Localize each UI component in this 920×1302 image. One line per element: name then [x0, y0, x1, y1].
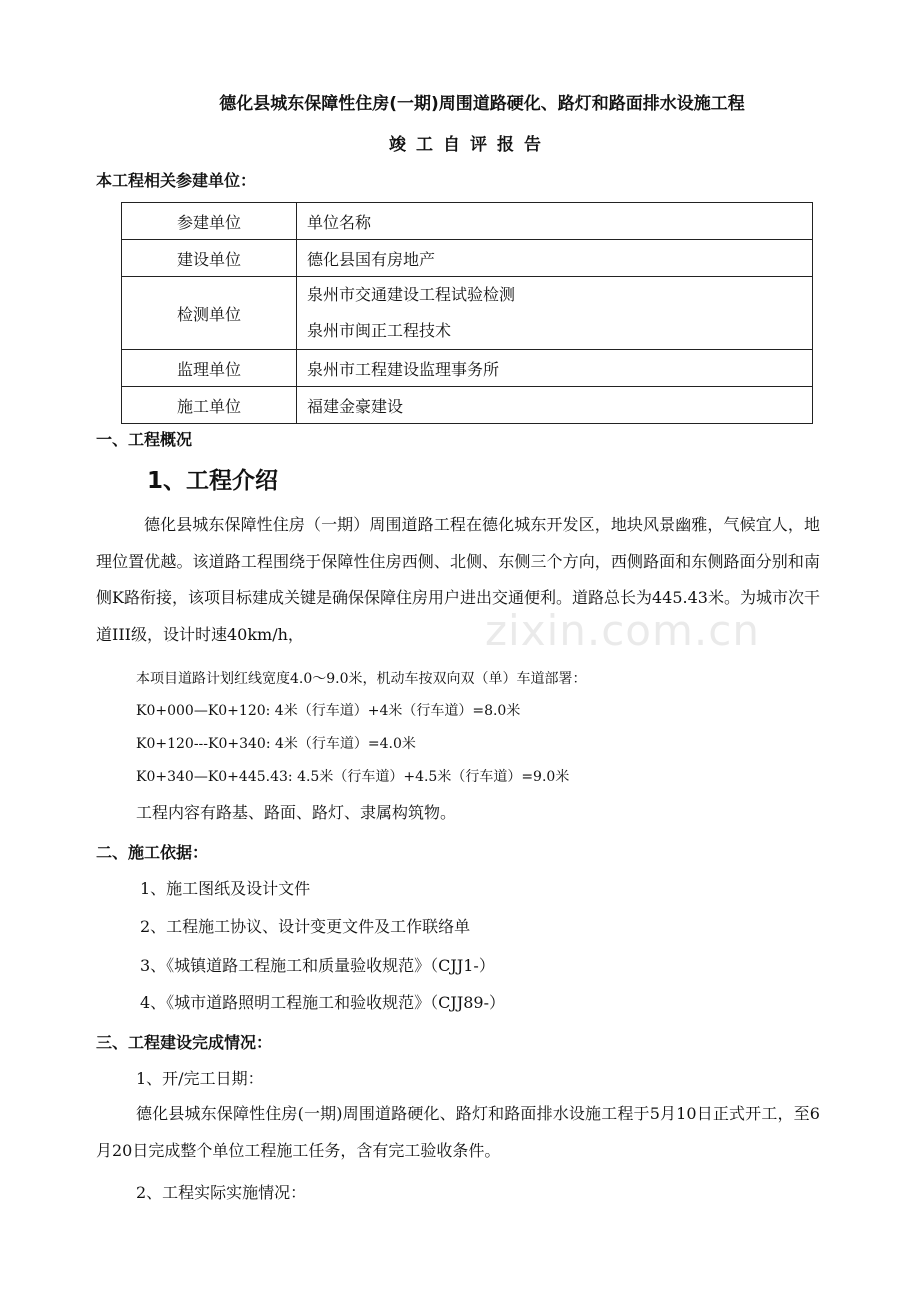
name-line: 泉州市交通建设工程试验检测 [307, 285, 516, 304]
table-row [122, 350, 813, 387]
section1-subheading: 1、工程介绍 [147, 468, 279, 494]
name-cell: 德化县国有房地产 [297, 240, 813, 277]
segment-line: K0+340—K0+445.43: 4.5米（行车道）+4.5米（行车道）=9.0米 [136, 769, 570, 785]
segment-line: K0+000—K0+120: 4米（行车道）+4米（行车道）=8.0米 [136, 703, 521, 719]
role-cell: 建设单位 [122, 240, 297, 277]
intro-paragraph: 德化县城东保障性住房（一期）周围道路工程在德化城东开发区，地块风景幽雅，气候宜人，地理位置优越。该道路工程围绕于保障性住房西侧、北侧、东侧三个方向，西侧路面和东侧路面分别和南侧K路衔接，该项目标建成关键是确保保障住房用户进出交通便利。道路总长为445.43米。为城市次干道III级，设计时速40km/h， [96, 515, 820, 644]
basis-item: 1、施工图纸及设计文件 [140, 879, 311, 898]
units-table [121, 202, 813, 424]
section3-heading: 三、工程建设完成情况： [96, 1033, 273, 1052]
section1-heading: 一、工程概况 [96, 430, 193, 449]
section2-heading: 二、施工依据： [96, 843, 209, 862]
header-role: 参建单位 [122, 203, 297, 240]
role-cell: 监理单位 [122, 350, 297, 387]
document-subtitle: 竣工自评报告 [389, 135, 551, 155]
width-note: 本项目道路计划红线宽度4.0～9.0米，机动车按双向双（单）车道部署： [136, 671, 587, 687]
watermark: zixin.com.cn [485, 606, 760, 655]
content-line: 工程内容有路基、路面、路灯、隶属构筑物。 [136, 803, 457, 822]
name-cell: 福建金豪建设 [297, 387, 813, 424]
table-row [122, 240, 813, 277]
name-cell: 泉州市工程建设监理事务所 [297, 350, 813, 387]
document-title: 德化县城东保障性住房(一期)周围道路硬化、路灯和路面排水设施工程 [219, 94, 745, 114]
basis-item: 4、《城市道路照明工程施工和验收规范》（CJJ89-） [140, 993, 506, 1012]
units-heading: 本工程相关参建单位： [96, 171, 257, 190]
basis-item: 3、《城镇道路工程施工和质量验收规范》（CJJ1-） [140, 956, 495, 975]
table-header-row [122, 203, 813, 240]
dates-paragraph: 德化县城东保障性住房(一期)周围道路硬化、路灯和路面排水设施工程于5月10日正式开工，至6月20日完成整个单位工程施工任务，含有完工验收条件。 [96, 1104, 820, 1160]
table-row [122, 277, 813, 350]
role-cell: 施工单位 [122, 387, 297, 424]
header-name: 单位名称 [297, 203, 813, 240]
dates-label: 1、开/完工日期： [136, 1069, 264, 1088]
basis-item: 2、工程施工协议、设计变更文件及工作联络单 [140, 917, 471, 936]
name-cell [297, 277, 813, 350]
progress-label: 2、工程实际实施情况： [136, 1183, 307, 1202]
role-cell: 检测单位 [122, 277, 297, 350]
table-row [122, 387, 813, 424]
name-line: 泉州市闽正工程技术 [307, 321, 452, 340]
segment-line: K0+120---K0+340: 4米（行车道）=4.0米 [136, 736, 416, 752]
